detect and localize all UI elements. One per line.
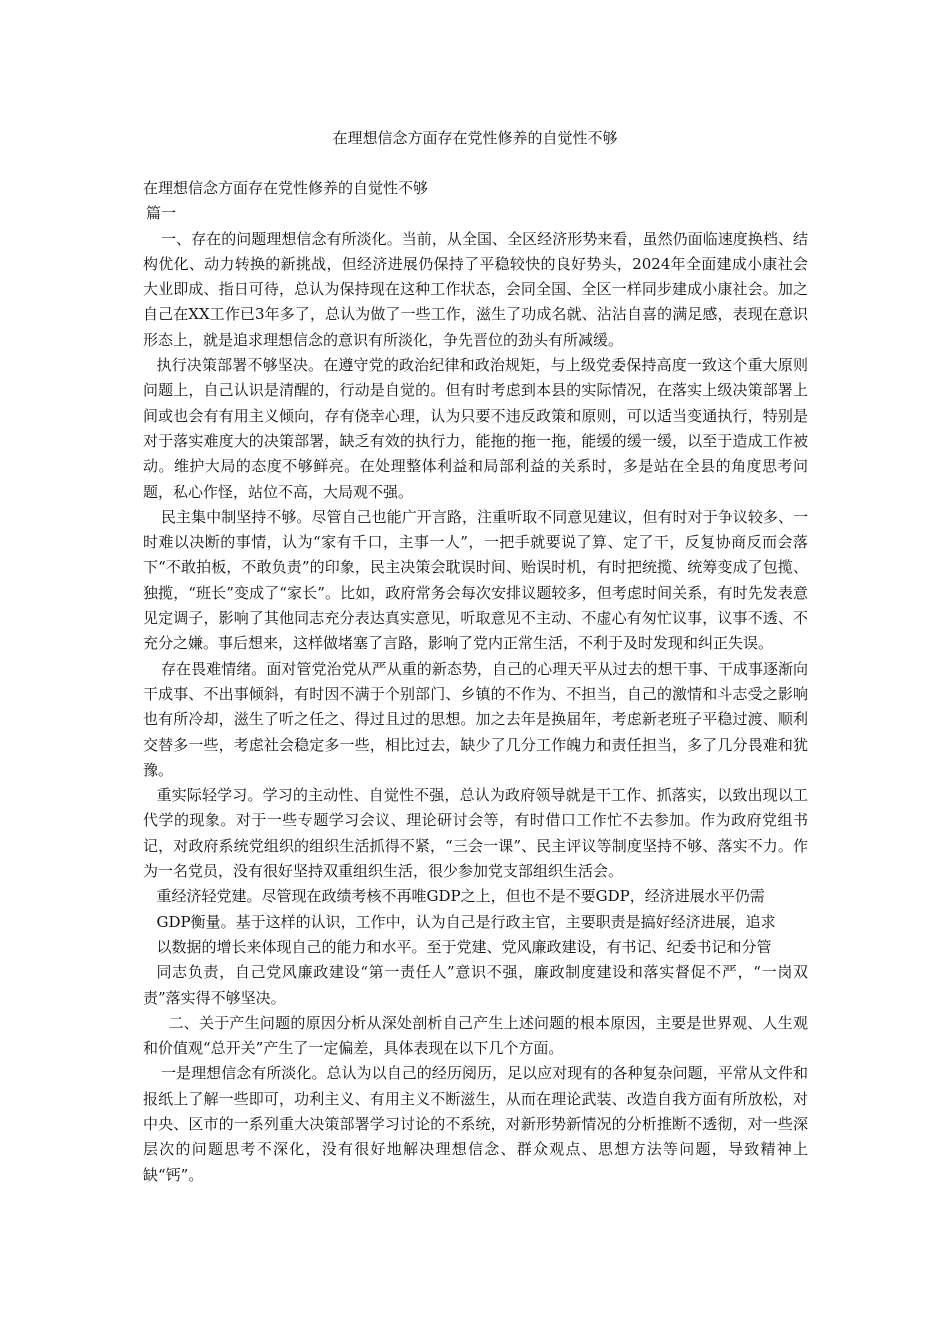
paragraph-line: GDP衡量。基于这样的认识，工作中，认为自己是行政主官，主要职责是搞好经济进展，追求 bbox=[156, 912, 776, 931]
paragraph: 民主集中制坚持不够。尽管自己也能广开言路，注重听取不同意见建议，但有时对于争议较多、一时难以决断的事情，认为“家有千口，主事一人”，一把手就要说了算、定了干，反复协商反而会落下“不敢拍板，不敢负责”的印象，民主决策会耽误时间、贻误时机，有时把统揽、统筹变成了包揽、独揽，“班长”变成了“家长”。比如，政府常务会每次安排议题较多，但考虑时间关系，有时先发表意见定调子，影响了其他同志充分表达真实意见，听取意见不主动、不虚心有匆忙议事，议事不透、不充分之嫌。事后想来，这样做堵塞了言路，影响了党内正常生活，不利于及时发现和纠正失误。 bbox=[143, 507, 808, 653]
paragraph-line: 同志负责，自己党风廉政建设“第一责任人”意识不强，廉政制度建设和落实督促不严，“一岗双责”落实得不够坚决。 bbox=[143, 963, 808, 1007]
paragraph: 重经济轻党建。尽管现在政绩考核不再唯GDP之上，但也不是不要GDP，经济进展水平仍需 bbox=[156, 887, 765, 906]
paragraph-line: 以数据的增长来体现自己的能力和水平。至于党建、党风廉政建设，有书记、纪委书记和分管 bbox=[156, 937, 772, 956]
document-body bbox=[143, 176, 808, 1188]
paragraph: 重实际轻学习。学习的主动性、自觉性不强，总认为政府领导就是干工作、抓落实，以致出现以工代学的现象。对于一些专题学习会议、理论研讨会等，有时借口工作忙不去参加。作为政府党组书记，对政府系统党组织的组织生活抓得不紧，“三会一课”、民主评议等制度坚持不够、落实不力。作为一名党员，没有很好坚持双重组织生活，很少参加党支部组织生活会。 bbox=[143, 786, 808, 881]
section-label: 篇一 bbox=[146, 204, 177, 223]
paragraph: 一是理想信念有所淡化。总认为以自己的经历阅历，足以应对现有的各种复杂问题，平常从文件和报纸上了解一些即可，功利主义、有用主义不断滋生，从而在理论武装、改造自我方面有所放松，对中央、区市的一系列重大决策部署学习讨论的不系统，对新形势新情况的分析推断不透彻，对一些深层次的问题思考不深化，没有很好地解决理想信念、群众观点、思想方法等问题，导致精神上缺“钙”。 bbox=[143, 1064, 808, 1184]
body-heading: 在理想信念方面存在党性修养的自觉性不够 bbox=[143, 179, 429, 197]
document-title: 在理想信念方面存在党性修养的自觉性不够 bbox=[332, 129, 618, 147]
paragraph: 二、关于产生问题的原因分析从深处剖析自己产生上述问题的根本原因，主要是世界观、人生观和价值观“总开关”产生了一定偏差，具体表现在以下几个方面。 bbox=[143, 1013, 808, 1058]
paragraph: 一、存在的问题理想信念有所淡化。当前，从全国、全区经济形势来看，虽然仍面临速度换档、结构优化、动力转换的新挑战，但经济进展仍保持了平稳较快的良好势头，2024年全面建成小康社会大业即成、指日可待，总认为保持现在这种工作状态，会同全国、全区一样同步建成小康社会。加之自己在XX工作已3年多了，总认为做了一些工作，滋生了功成名就、沾沾自喜的满足感，表现在意识形态上，就是追求理想信念的意识有所淡化，争先晋位的劲头有所减缓。 bbox=[143, 229, 808, 349]
paragraph: 执行决策部署不够坚决。在遵守党的政治纪律和政治规矩，与上级党委保持高度一致这个重大原则问题上，自己认识是清醒的，行动是自觉的。但有时考虑到本县的实际情况，在落实上级决策部署上间或也会有有用主义倾向，存有侥幸心理，认为只要不违反政策和原则，可以适当变通执行，特别是对于落实难度大的决策部署，缺乏有效的执行力，能拖的拖一拖，能缓的缓一缓，以至于造成工作被动。维护大局的态度不够鲜亮。在处理整体利益和局部利益的关系时，多是站在全县的角度思考问题，私心作怪，站位不高，大局观不强。 bbox=[143, 356, 808, 501]
paragraph: 存在畏难情绪。面对管党治党从严从重的新态势，自己的心理天平从过去的想干事、干成事逐渐向干成事、不出事倾斜，有时因不满于个别部门、乡镇的不作为、不担当，自己的激情和斗志受之影响也有所冷却，滋生了听之任之、得过且过的思想。加之去年是换届年，考虑新老班子平稳过渡、顺利交替多一些，考虑社会稳定多一些，相比过去，缺少了几分工作魄力和责任担当，多了几分畏难和犹豫。 bbox=[143, 659, 808, 779]
